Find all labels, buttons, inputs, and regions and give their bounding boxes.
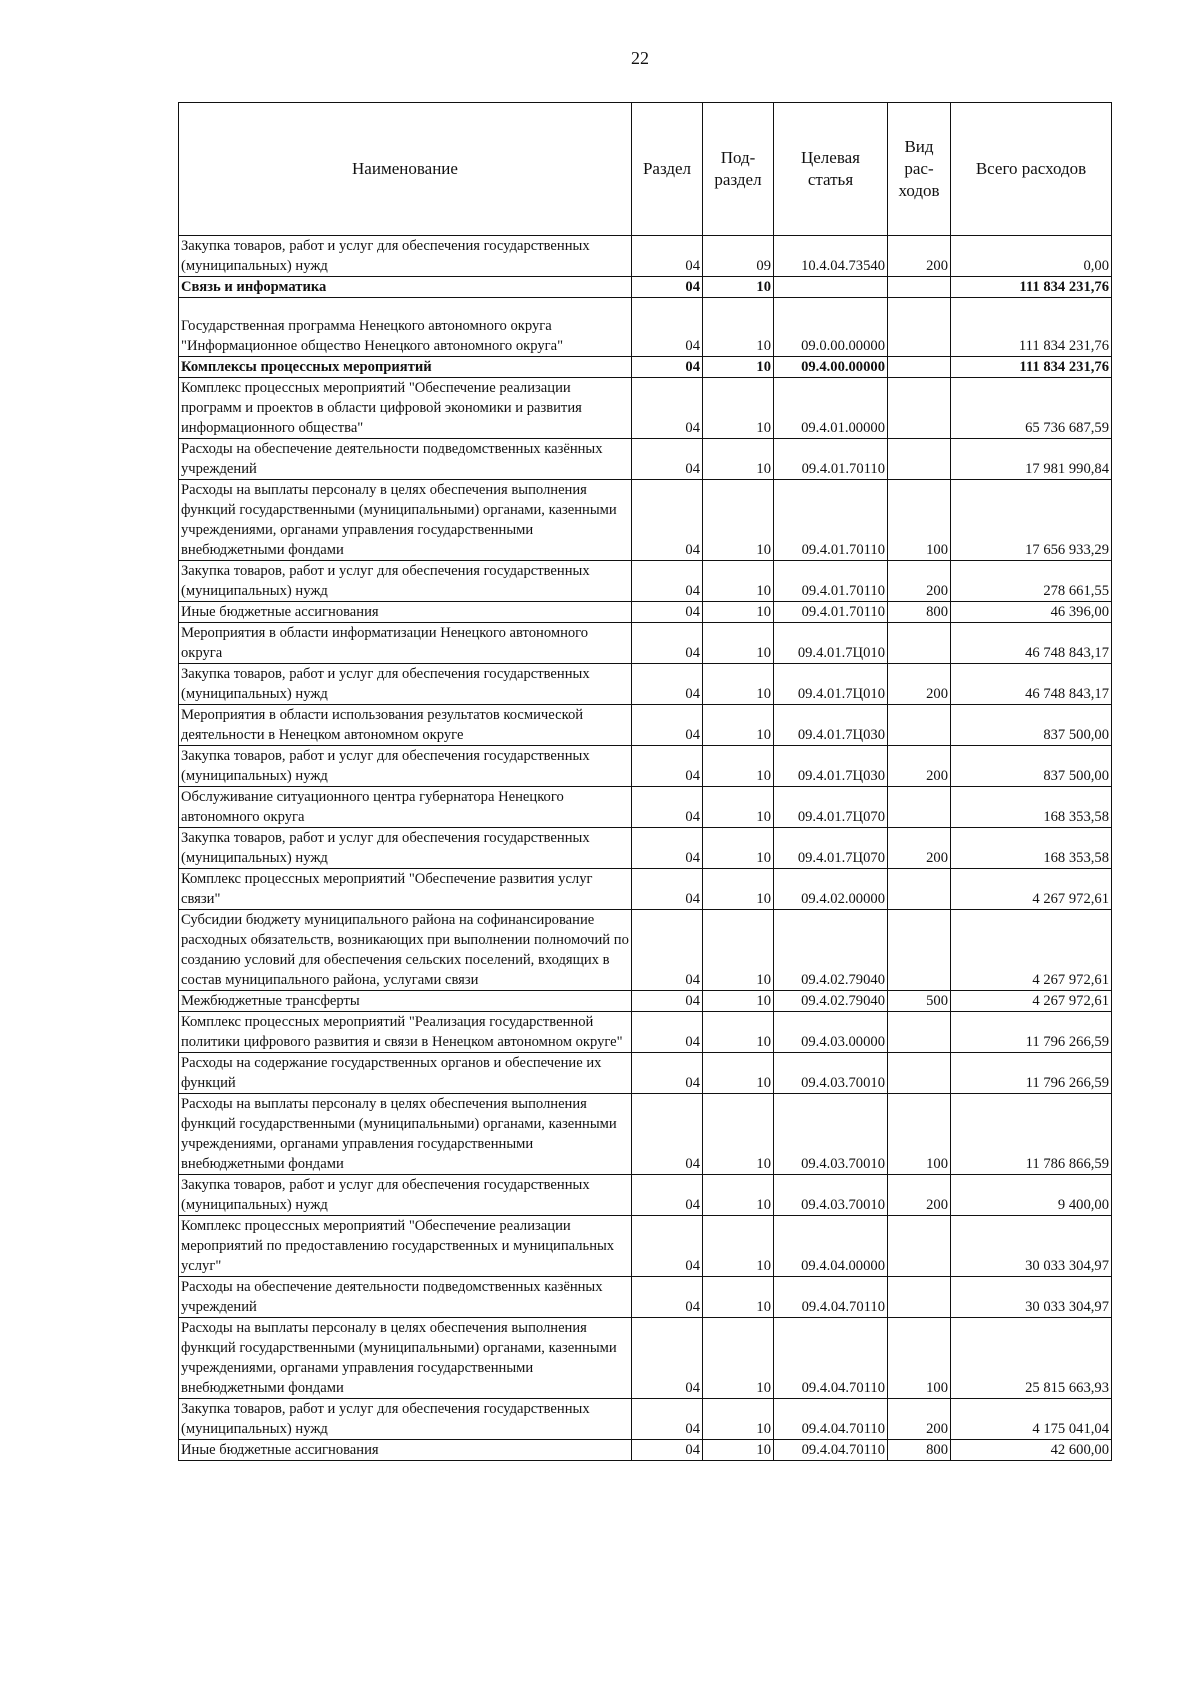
cell-total: 278 661,55 — [951, 561, 1112, 602]
cell-vid — [888, 298, 951, 357]
header-vid: Вид рас- ходов — [888, 103, 951, 236]
table-row — [179, 602, 1112, 623]
cell-statya: 09.4.01.70110 — [774, 439, 888, 480]
cell-razdel: 04 — [632, 828, 703, 869]
cell-name: Комплексы процессных мероприятий — [179, 357, 632, 378]
cell-razdel: 04 — [632, 1277, 703, 1318]
cell-podrazdel: 10 — [703, 561, 774, 602]
table-row — [179, 1277, 1112, 1318]
cell-podrazdel: 10 — [703, 480, 774, 561]
cell-razdel: 04 — [632, 561, 703, 602]
cell-razdel: 04 — [632, 705, 703, 746]
cell-name: Мероприятия в области информатизации Ненецкого автономного округа — [179, 623, 632, 664]
cell-name: Закупка товаров, работ и услуг для обеспечения государственных (муниципальных) нужд — [179, 664, 632, 705]
cell-name: Иные бюджетные ассигнования — [179, 1440, 632, 1461]
cell-name: Расходы на обеспечение деятельности подведомственных казённых учреждений — [179, 439, 632, 480]
cell-razdel: 04 — [632, 1318, 703, 1399]
cell-razdel: 04 — [632, 1175, 703, 1216]
cell-razdel: 04 — [632, 378, 703, 439]
cell-statya: 09.4.03.70010 — [774, 1053, 888, 1094]
cell-name: Комплекс процессных мероприятий "Обеспечение развития услуг связи" — [179, 869, 632, 910]
cell-name: Закупка товаров, работ и услуг для обеспечения государственных (муниципальных) нужд — [179, 828, 632, 869]
cell-statya: 09.4.03.00000 — [774, 1012, 888, 1053]
table-row — [179, 1175, 1112, 1216]
cell-name: Закупка товаров, работ и услуг для обеспечения государственных (муниципальных) нужд — [179, 1175, 632, 1216]
cell-statya: 09.4.04.70110 — [774, 1277, 888, 1318]
table-row — [179, 746, 1112, 787]
cell-podrazdel: 10 — [703, 1175, 774, 1216]
cell-razdel: 04 — [632, 236, 703, 277]
table-row — [179, 277, 1112, 298]
table-row — [179, 561, 1112, 602]
cell-name: Закупка товаров, работ и услуг для обеспечения государственных (муниципальных) нужд — [179, 746, 632, 787]
cell-podrazdel: 10 — [703, 1053, 774, 1094]
cell-total: 30 033 304,97 — [951, 1216, 1112, 1277]
cell-razdel: 04 — [632, 480, 703, 561]
cell-podrazdel: 10 — [703, 357, 774, 378]
cell-podrazdel: 10 — [703, 602, 774, 623]
cell-statya: 09.4.01.7Ц070 — [774, 828, 888, 869]
cell-statya: 09.4.01.7Ц010 — [774, 623, 888, 664]
cell-name: Закупка товаров, работ и услуг для обеспечения государственных (муниципальных) нужд — [179, 1399, 632, 1440]
cell-total: 4 267 972,61 — [951, 991, 1112, 1012]
cell-total: 46 748 843,17 — [951, 664, 1112, 705]
cell-total: 168 353,58 — [951, 787, 1112, 828]
cell-name: Обслуживание ситуационного центра губернатора Ненецкого автономного округа — [179, 787, 632, 828]
cell-name: Комплекс процессных мероприятий "Обеспечение реализации мероприятий по предоставлению государственных и муниципальных услуг" — [179, 1216, 632, 1277]
cell-podrazdel: 10 — [703, 439, 774, 480]
cell-razdel: 04 — [632, 1094, 703, 1175]
table-row — [179, 439, 1112, 480]
table-row — [179, 1318, 1112, 1399]
cell-vid: 200 — [888, 664, 951, 705]
cell-razdel: 04 — [632, 664, 703, 705]
cell-statya: 10.4.04.73540 — [774, 236, 888, 277]
cell-razdel: 04 — [632, 1012, 703, 1053]
cell-podrazdel: 10 — [703, 910, 774, 991]
cell-podrazdel: 10 — [703, 1440, 774, 1461]
cell-name: Расходы на выплаты персоналу в целях обеспечения выполнения функций государственными (муниципальными) органами, казенными учреждениями, органами управления государственными внебюджетными фондами — [179, 1318, 632, 1399]
cell-statya: 09.4.01.70110 — [774, 602, 888, 623]
header-razdel: Раздел — [632, 103, 703, 236]
header-statya: Целевая статья — [774, 103, 888, 236]
cell-podrazdel: 10 — [703, 828, 774, 869]
table-row — [179, 705, 1112, 746]
cell-statya: 09.4.01.7Ц070 — [774, 787, 888, 828]
cell-statya: 09.4.04.00000 — [774, 1216, 888, 1277]
cell-razdel: 04 — [632, 991, 703, 1012]
cell-podrazdel: 10 — [703, 1277, 774, 1318]
cell-podrazdel: 10 — [703, 991, 774, 1012]
cell-vid — [888, 1216, 951, 1277]
cell-statya — [774, 277, 888, 298]
cell-total: 4 267 972,61 — [951, 869, 1112, 910]
cell-name: Расходы на содержание государственных органов и обеспечение их функций — [179, 1053, 632, 1094]
cell-total: 25 815 663,93 — [951, 1318, 1112, 1399]
cell-podrazdel: 10 — [703, 298, 774, 357]
cell-razdel: 04 — [632, 746, 703, 787]
cell-razdel: 04 — [632, 439, 703, 480]
cell-name: Межбюджетные трансферты — [179, 991, 632, 1012]
cell-podrazdel: 10 — [703, 623, 774, 664]
cell-total: 837 500,00 — [951, 746, 1112, 787]
cell-vid: 200 — [888, 1175, 951, 1216]
table-row — [179, 991, 1112, 1012]
cell-vid — [888, 1277, 951, 1318]
cell-razdel: 04 — [632, 602, 703, 623]
cell-podrazdel: 10 — [703, 787, 774, 828]
cell-razdel: 04 — [632, 357, 703, 378]
cell-statya: 09.4.01.70110 — [774, 480, 888, 561]
table-header-row — [179, 103, 1112, 236]
cell-razdel: 04 — [632, 277, 703, 298]
cell-vid — [888, 357, 951, 378]
table-row — [179, 236, 1112, 277]
cell-vid — [888, 277, 951, 298]
cell-razdel: 04 — [632, 1440, 703, 1461]
table-row — [179, 869, 1112, 910]
cell-name: Расходы на выплаты персоналу в целях обеспечения выполнения функций государственными (муниципальными) органами, казенными учреждениями, органами управления государственными внебюджетными фондами — [179, 1094, 632, 1175]
cell-statya: 09.4.01.7Ц010 — [774, 664, 888, 705]
table-row — [179, 1440, 1112, 1461]
cell-total: 4 267 972,61 — [951, 910, 1112, 991]
cell-razdel: 04 — [632, 1216, 703, 1277]
cell-statya: 09.4.04.70110 — [774, 1318, 888, 1399]
cell-razdel: 04 — [632, 623, 703, 664]
cell-total: 46 396,00 — [951, 602, 1112, 623]
cell-total: 11 796 266,59 — [951, 1012, 1112, 1053]
cell-statya: 09.4.03.70010 — [774, 1175, 888, 1216]
cell-vid: 500 — [888, 991, 951, 1012]
cell-vid: 100 — [888, 1318, 951, 1399]
cell-vid: 200 — [888, 746, 951, 787]
cell-total: 30 033 304,97 — [951, 1277, 1112, 1318]
cell-podrazdel: 10 — [703, 746, 774, 787]
cell-name: Расходы на выплаты персоналу в целях обеспечения выполнения функций государственными (муниципальными) органами, казенными учреждениями, органами управления государственными внебюджетными фондами — [179, 480, 632, 561]
cell-statya: 09.0.00.00000 — [774, 298, 888, 357]
cell-name: Мероприятия в области использования результатов космической деятельности в Ненецком автономном округе — [179, 705, 632, 746]
table-row — [179, 910, 1112, 991]
cell-vid — [888, 623, 951, 664]
cell-podrazdel: 10 — [703, 277, 774, 298]
cell-statya: 09.4.02.79040 — [774, 910, 888, 991]
cell-statya: 09.4.04.70110 — [774, 1440, 888, 1461]
cell-total: 17 981 990,84 — [951, 439, 1112, 480]
cell-name: Закупка товаров, работ и услуг для обеспечения государственных (муниципальных) нужд — [179, 236, 632, 277]
table-row — [179, 787, 1112, 828]
cell-name: Иные бюджетные ассигнования — [179, 602, 632, 623]
cell-vid — [888, 869, 951, 910]
cell-vid: 100 — [888, 1094, 951, 1175]
table-row — [179, 828, 1112, 869]
cell-total: 111 834 231,76 — [951, 357, 1112, 378]
cell-total: 42 600,00 — [951, 1440, 1112, 1461]
table-row — [179, 480, 1112, 561]
cell-vid: 200 — [888, 828, 951, 869]
table-row — [179, 1094, 1112, 1175]
cell-name: Связь и информатика — [179, 277, 632, 298]
cell-total: 837 500,00 — [951, 705, 1112, 746]
cell-podrazdel: 10 — [703, 1216, 774, 1277]
cell-podrazdel: 10 — [703, 664, 774, 705]
cell-vid: 100 — [888, 480, 951, 561]
cell-razdel: 04 — [632, 1053, 703, 1094]
cell-total: 111 834 231,76 — [951, 277, 1112, 298]
cell-vid — [888, 787, 951, 828]
cell-vid: 800 — [888, 602, 951, 623]
cell-statya: 09.4.01.7Ц030 — [774, 746, 888, 787]
table-row — [179, 298, 1112, 357]
cell-total: 17 656 933,29 — [951, 480, 1112, 561]
cell-statya: 09.4.02.00000 — [774, 869, 888, 910]
cell-razdel: 04 — [632, 910, 703, 991]
table-body — [179, 236, 1112, 1461]
cell-podrazdel: 10 — [703, 705, 774, 746]
cell-razdel: 04 — [632, 869, 703, 910]
cell-total: 9 400,00 — [951, 1175, 1112, 1216]
table-row — [179, 1216, 1112, 1277]
cell-statya: 09.4.03.70010 — [774, 1094, 888, 1175]
table-row — [179, 378, 1112, 439]
table-row — [179, 1053, 1112, 1094]
header-total: Всего расходов — [951, 103, 1112, 236]
cell-name: Субсидии бюджету муниципального района на софинансирование расходных обязательств, возникающих при выполнении полномочий по созданию условий для обеспечения сельских поселений, входящих в состав муниципального района, услугами связи — [179, 910, 632, 991]
table-row — [179, 623, 1112, 664]
cell-vid: 200 — [888, 236, 951, 277]
cell-statya: 09.4.01.00000 — [774, 378, 888, 439]
cell-podrazdel: 09 — [703, 236, 774, 277]
cell-vid — [888, 910, 951, 991]
cell-vid — [888, 1012, 951, 1053]
cell-name: Комплекс процессных мероприятий "Обеспечение реализации программ и проектов в области цифровой экономики и развития информационного общества" — [179, 378, 632, 439]
cell-statya: 09.4.02.79040 — [774, 991, 888, 1012]
table-row — [179, 1012, 1112, 1053]
cell-name: Расходы на обеспечение деятельности подведомственных казённых учреждений — [179, 1277, 632, 1318]
cell-razdel: 04 — [632, 298, 703, 357]
cell-name: Государственная программа Ненецкого автономного округа "Информационное общество Ненецкого автономного округа" — [179, 298, 632, 357]
cell-total: 111 834 231,76 — [951, 298, 1112, 357]
cell-podrazdel: 10 — [703, 1094, 774, 1175]
cell-vid: 200 — [888, 1399, 951, 1440]
cell-total: 11 786 866,59 — [951, 1094, 1112, 1175]
table-row — [179, 664, 1112, 705]
header-name: Наименование — [179, 103, 632, 236]
cell-statya: 09.4.01.70110 — [774, 561, 888, 602]
cell-total: 4 175 041,04 — [951, 1399, 1112, 1440]
cell-vid — [888, 378, 951, 439]
page-number: 22 — [631, 48, 649, 68]
cell-podrazdel: 10 — [703, 1012, 774, 1053]
cell-podrazdel: 10 — [703, 378, 774, 439]
cell-statya: 09.4.00.00000 — [774, 357, 888, 378]
header-podrazdel: Под- раздел — [703, 103, 774, 236]
budget-table — [178, 102, 1112, 1461]
table-row — [179, 1399, 1112, 1440]
cell-name: Закупка товаров, работ и услуг для обеспечения государственных (муниципальных) нужд — [179, 561, 632, 602]
cell-total: 0,00 — [951, 236, 1112, 277]
cell-podrazdel: 10 — [703, 869, 774, 910]
cell-vid: 200 — [888, 561, 951, 602]
cell-statya: 09.4.04.70110 — [774, 1399, 888, 1440]
cell-vid — [888, 1053, 951, 1094]
cell-total: 46 748 843,17 — [951, 623, 1112, 664]
cell-podrazdel: 10 — [703, 1318, 774, 1399]
cell-vid — [888, 705, 951, 746]
cell-podrazdel: 10 — [703, 1399, 774, 1440]
cell-total: 168 353,58 — [951, 828, 1112, 869]
cell-razdel: 04 — [632, 1399, 703, 1440]
cell-vid — [888, 439, 951, 480]
cell-total: 11 796 266,59 — [951, 1053, 1112, 1094]
table-row — [179, 357, 1112, 378]
cell-statya: 09.4.01.7Ц030 — [774, 705, 888, 746]
cell-vid: 800 — [888, 1440, 951, 1461]
cell-name: Комплекс процессных мероприятий "Реализация государственной политики цифрового развития и связи в Ненецком автономном округе" — [179, 1012, 632, 1053]
cell-total: 65 736 687,59 — [951, 378, 1112, 439]
cell-razdel: 04 — [632, 787, 703, 828]
